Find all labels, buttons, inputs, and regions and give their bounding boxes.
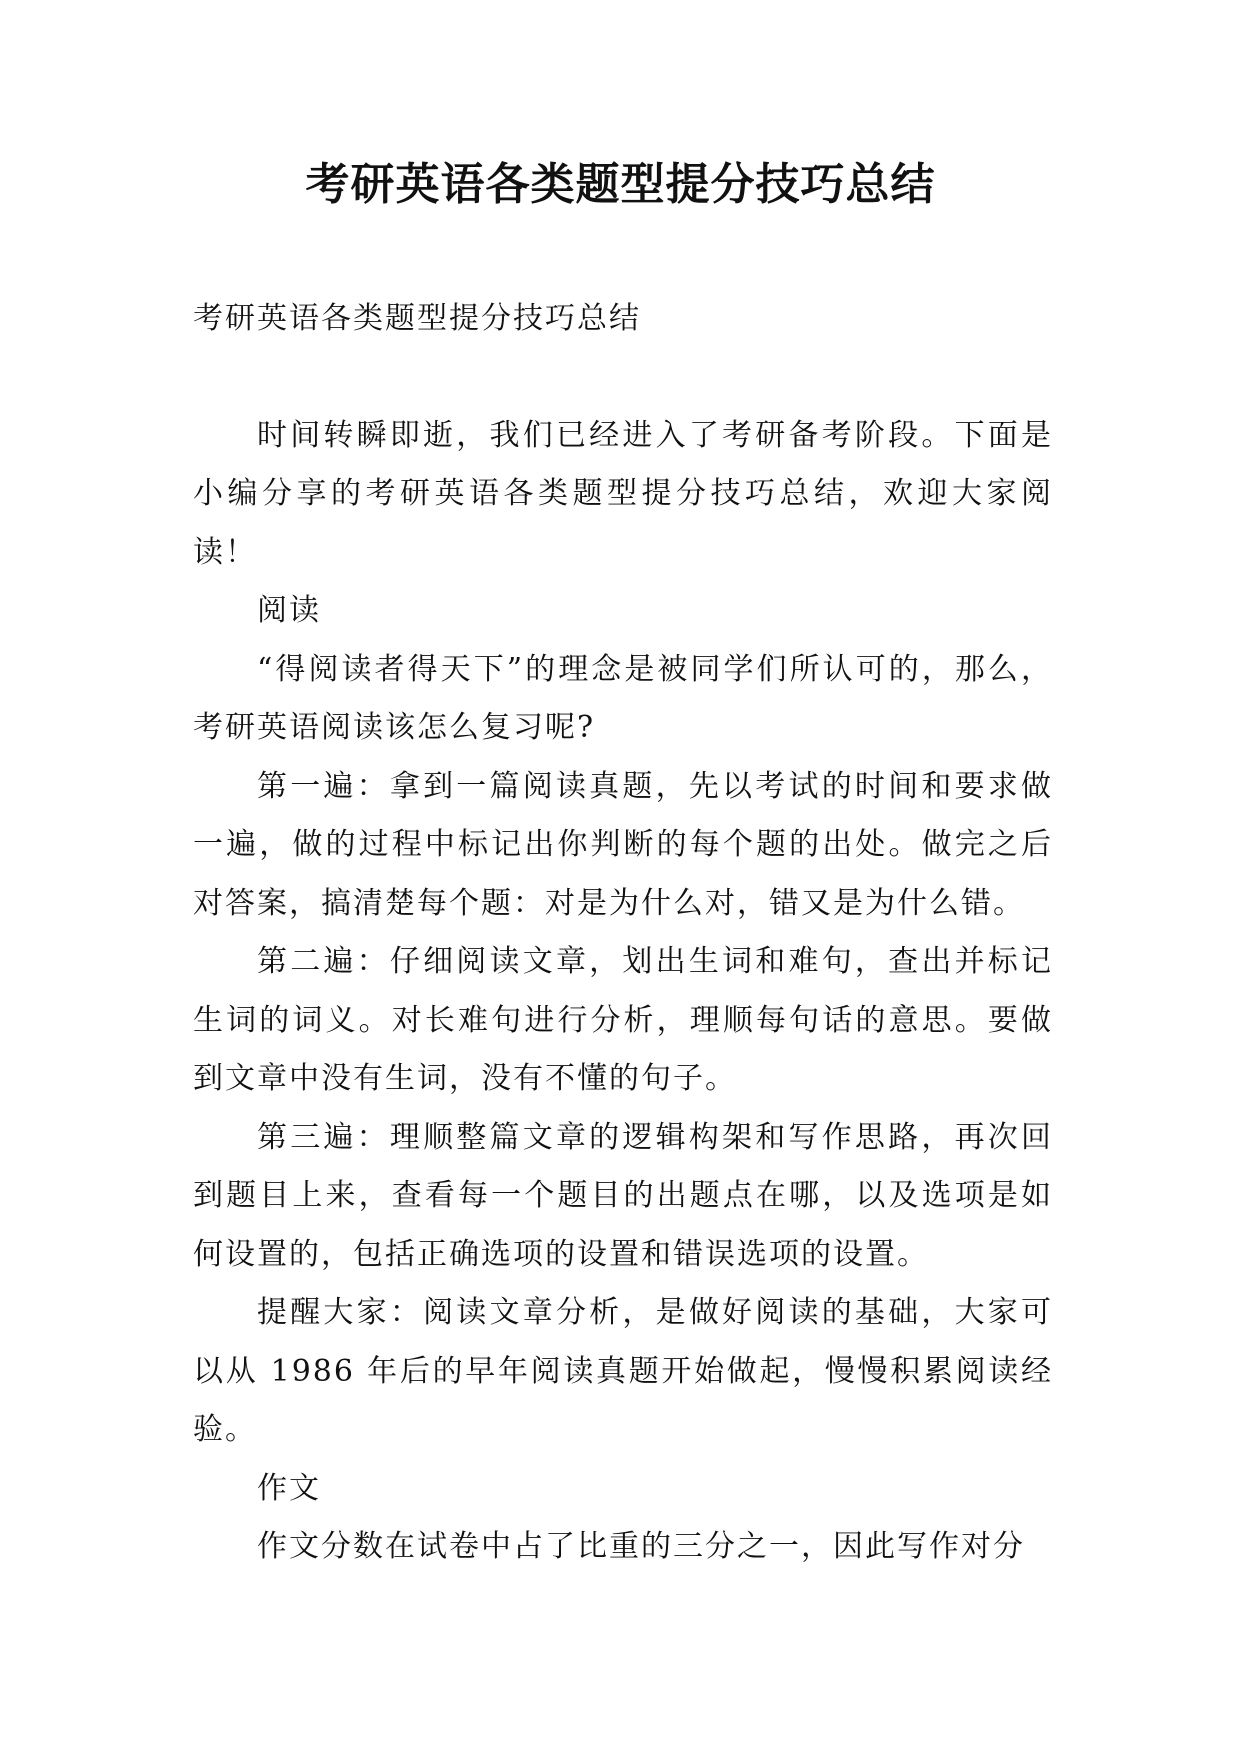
paragraph-reading-intro: “得阅读者得天下”的理念是被同学们所认可的，那么，考研英语阅读该怎么复习呢? <box>193 651 1053 745</box>
document-subtitle: 考研英语各类题型提分技巧总结 <box>193 301 641 336</box>
paragraph-intro: 时间转瞬即逝，我们已经进入了考研备考阶段。下面是小编分享的考研英语各类题型提分技巧总结，欢迎大家阅读！ <box>193 417 1053 570</box>
paragraph-writing-intro: 作文分数在试卷中占了比重的三分之一，因此写作对分 <box>257 1529 1025 1564</box>
paragraph-reminder: 提醒大家：阅读文章分析，是做好阅读的基础，大家可以从 1986 年后的早年阅读真题开始做起，慢慢积累阅读经验。 <box>193 1295 1053 1447</box>
paragraph-third-pass: 第三遍：理顺整篇文章的逻辑构架和写作思路，再次回到题目上来，查看每一个题目的出题点在哪，以及选项是如何设置的，包括正确选项的设置和错误选项的设置。 <box>193 1119 1053 1272</box>
document-body <box>193 290 1053 1577</box>
document-title: 考研英语各类题型提分技巧总结 <box>305 159 936 210</box>
paragraph-first-pass: 第一遍：拿到一篇阅读真题，先以考试的时间和要求做一遍，做的过程中标记出你判断的每个题的出处。做完之后对答案，搞清楚每个题：对是为什么对，错又是为什么错。 <box>193 768 1053 921</box>
section-heading-writing: 作文 <box>257 1470 321 1506</box>
paragraph-second-pass: 第二遍：仔细阅读文章，划出生词和难句，查出并标记生词的词义。对长难句进行分析，理顺每句话的意思。要做到文章中没有生词，没有不懂的句子。 <box>193 944 1053 1096</box>
section-heading-reading: 阅读 <box>257 593 321 628</box>
